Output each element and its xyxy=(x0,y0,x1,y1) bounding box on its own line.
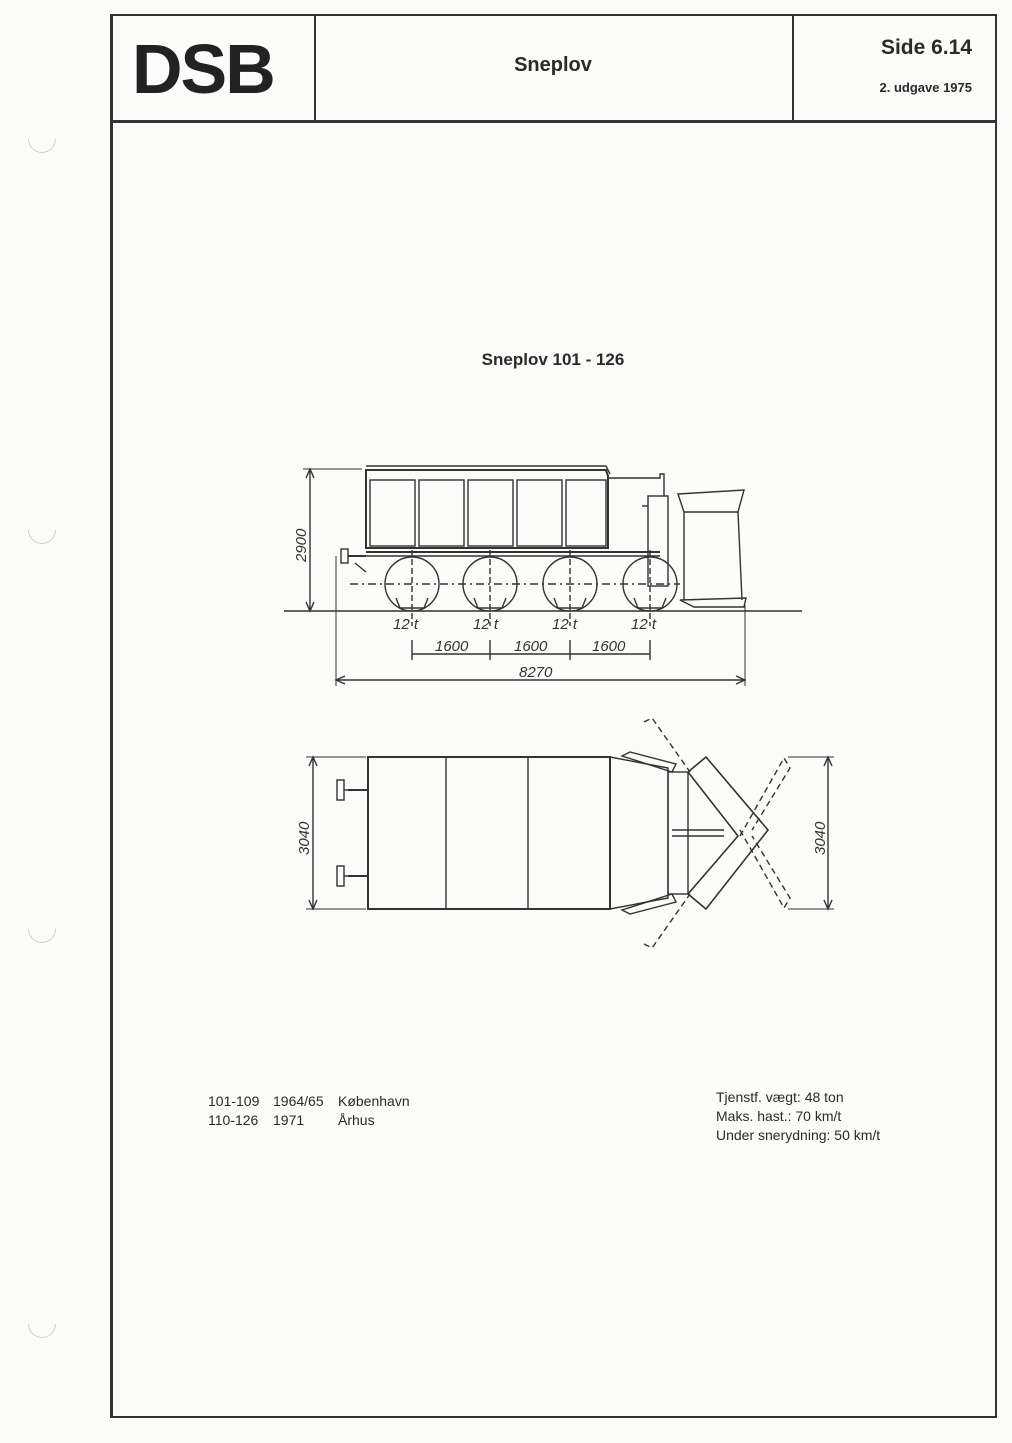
wheel xyxy=(623,550,677,626)
wheel xyxy=(543,550,597,626)
axle-load-3: 12 t xyxy=(552,616,578,633)
spec-weight: Tjenstf. vægt: 48 ton xyxy=(716,1089,844,1105)
height-dimension: 2900 xyxy=(293,528,310,562)
axle-load-4: 12 t xyxy=(631,616,657,633)
batch-table xyxy=(208,1092,410,1130)
batch-year: 1964/65 xyxy=(273,1093,324,1109)
wheel xyxy=(463,550,517,626)
axle-spacing-2: 1600 xyxy=(514,638,548,655)
axle-load-2: 12 t xyxy=(473,616,499,633)
page-number: Side 6.14 xyxy=(880,36,972,59)
specs-list xyxy=(716,1088,880,1145)
overall-length: 8270 xyxy=(519,664,553,681)
axle-spacing-3: 1600 xyxy=(592,638,626,655)
drawing-title: Sneplov 101 - 126 xyxy=(481,350,625,369)
batch-depot: Århus xyxy=(338,1112,375,1128)
wheel xyxy=(385,550,439,626)
batch-row xyxy=(208,1111,410,1130)
page-title: Sneplov xyxy=(514,54,592,76)
batch-row xyxy=(208,1092,410,1111)
spec-max-speed: Maks. hast.: 70 km/t xyxy=(716,1108,842,1124)
width-dimension-right: 3040 xyxy=(812,821,829,855)
batch-numbers: 101-109 xyxy=(208,1093,260,1109)
top-view xyxy=(306,718,834,948)
width-dimension-left: 3040 xyxy=(296,821,313,855)
batch-numbers: 110-126 xyxy=(208,1112,259,1128)
spec-plow-speed: Under snerydning: 50 km/t xyxy=(716,1127,881,1143)
edition-label: 2. udgave 1975 xyxy=(879,80,972,95)
axle-spacing-1: 1600 xyxy=(435,638,469,655)
dsb-logo: DSB xyxy=(132,30,274,108)
axle-load-1: 12 t xyxy=(393,616,419,633)
batch-year: 1971 xyxy=(273,1112,305,1128)
batch-depot: København xyxy=(338,1093,410,1109)
